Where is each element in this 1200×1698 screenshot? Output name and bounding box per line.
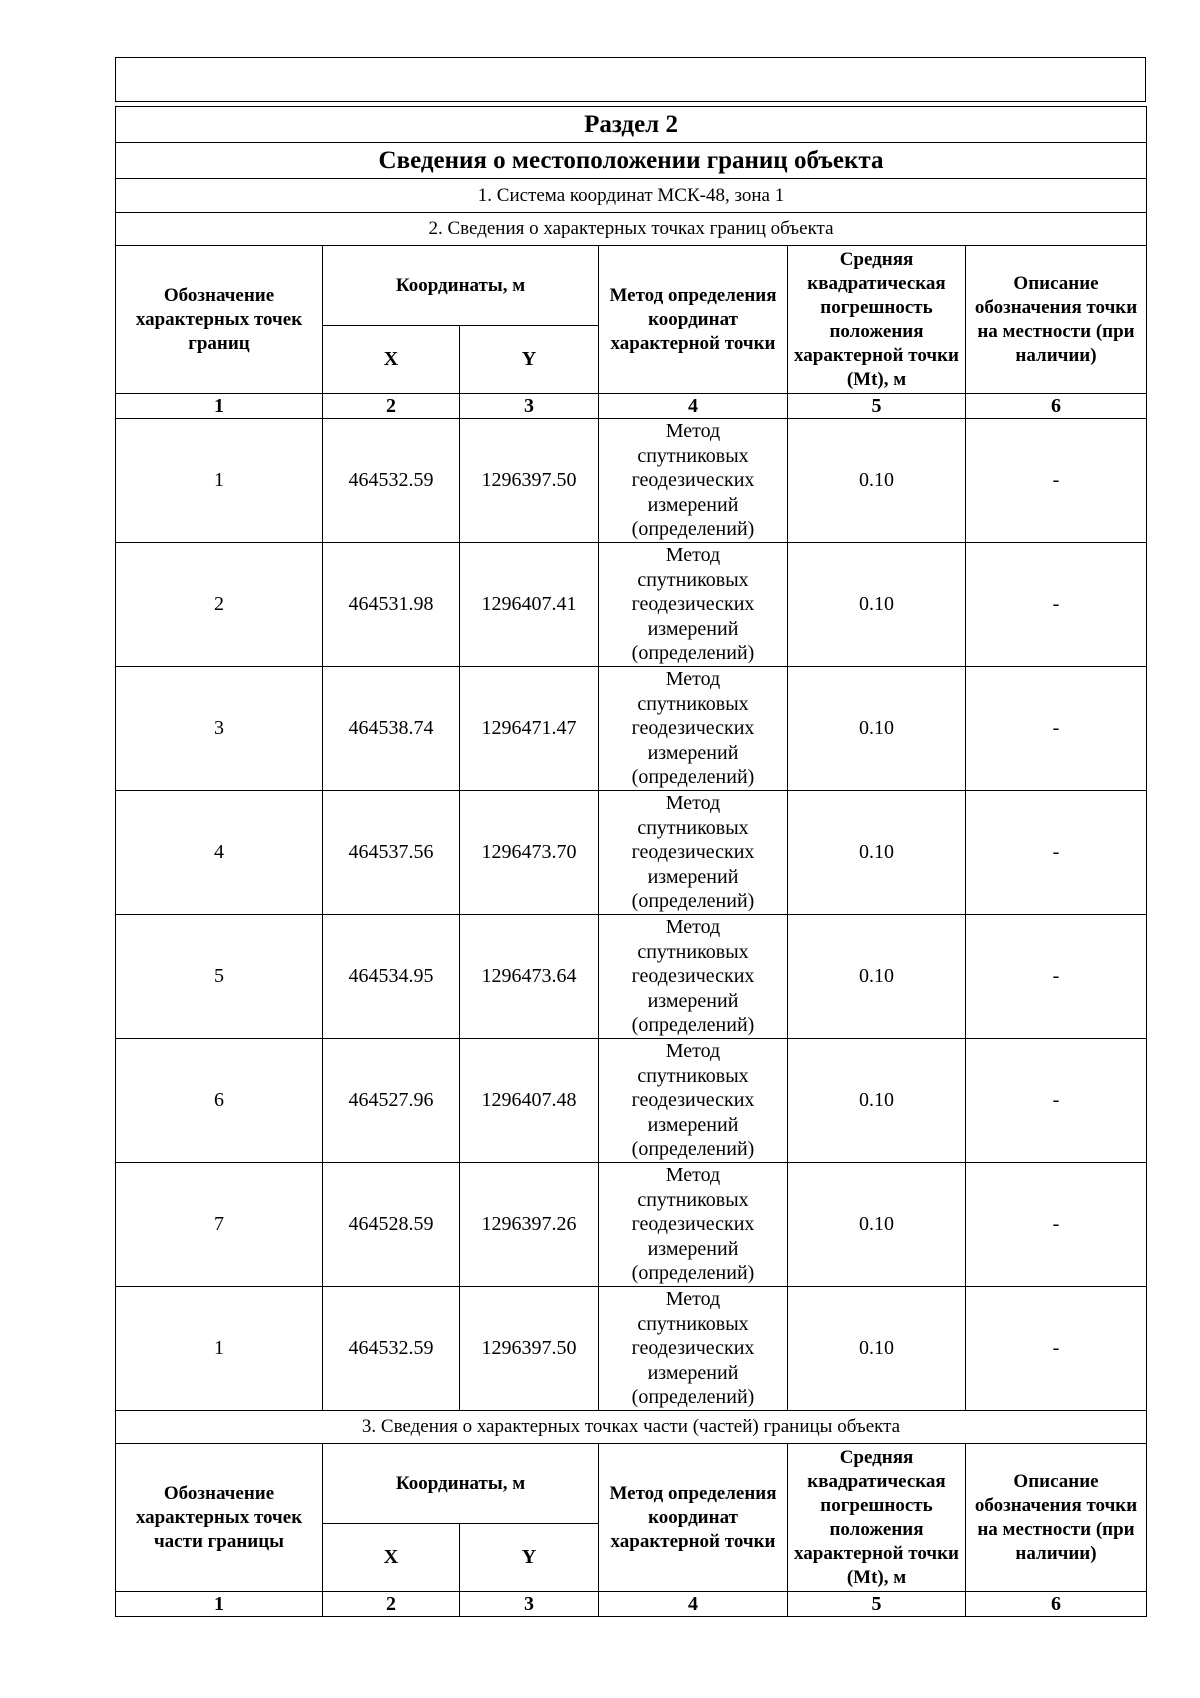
table-row [116, 667, 1147, 791]
header-description: Описание обозначения точки на местности (при наличии) [966, 1444, 1147, 1592]
header-description: Описание обозначения точки на местности (при наличии) [966, 246, 1147, 394]
point-id: 5 [116, 915, 323, 1039]
column-number: 5 [788, 394, 966, 419]
method-line: Метод [665, 668, 721, 691]
point-y: 1296473.64 [460, 915, 599, 1039]
point-x: 464532.59 [323, 1287, 460, 1411]
table-row [116, 915, 1147, 1039]
method-line: измерений [647, 493, 739, 516]
point-x: 464532.59 [323, 419, 460, 543]
point-error: 0.10 [788, 1163, 966, 1287]
point-y: 1296471.47 [460, 667, 599, 791]
header-method: Метод определения координат характерной точки [599, 246, 788, 394]
point-x: 464527.96 [323, 1039, 460, 1163]
header-box [115, 57, 1146, 102]
point-description: - [966, 791, 1147, 915]
point-y: 1296397.26 [460, 1163, 599, 1287]
method-line: Метод [665, 792, 721, 815]
method-line: измерений [647, 1237, 739, 1260]
table-row [116, 543, 1147, 667]
method-line: измерений [647, 741, 739, 764]
method-line: (определений) [631, 1386, 755, 1409]
column-number: 2 [323, 394, 460, 419]
header-error: Средняя квадратическая погрешность положения характерной точки (Mt), м [788, 246, 966, 394]
point-method [599, 419, 788, 543]
point-method [599, 1287, 788, 1411]
method-line: Метод [665, 420, 721, 443]
method-line: Метод [665, 1164, 721, 1187]
column-number: 6 [966, 1592, 1147, 1617]
point-id: 3 [116, 667, 323, 791]
table-row [116, 1039, 1147, 1163]
point-id: 1 [116, 419, 323, 543]
point-description: - [966, 915, 1147, 1039]
method-line: геодезических [631, 965, 755, 988]
point-y: 1296407.41 [460, 543, 599, 667]
header-y: Y [460, 1524, 599, 1592]
method-line: геодезических [631, 1337, 755, 1360]
column-number: 1 [116, 394, 323, 419]
point-x: 464538.74 [323, 667, 460, 791]
column-number: 2 [323, 1592, 460, 1617]
point-id: 7 [116, 1163, 323, 1287]
point-error: 0.10 [788, 915, 966, 1039]
point-y: 1296407.48 [460, 1039, 599, 1163]
method-line: (определений) [631, 1014, 755, 1037]
point-error: 0.10 [788, 1039, 966, 1163]
point-error: 0.10 [788, 543, 966, 667]
method-line: измерений [647, 617, 739, 640]
method-line: Метод [665, 544, 721, 567]
table-row [116, 1163, 1147, 1287]
point-id: 2 [116, 543, 323, 667]
point-y: 1296397.50 [460, 419, 599, 543]
column-number: 4 [599, 394, 788, 419]
column-number: 3 [460, 394, 599, 419]
point-method [599, 543, 788, 667]
method-line: (определений) [631, 1138, 755, 1161]
point-description: - [966, 419, 1147, 543]
point-x: 464537.56 [323, 791, 460, 915]
point-id: 6 [116, 1039, 323, 1163]
method-line: геодезических [631, 1213, 755, 1236]
method-line: Метод [665, 916, 721, 939]
header-coordinates: Координаты, м [323, 1444, 599, 1524]
point-method [599, 1163, 788, 1287]
point-id: 4 [116, 791, 323, 915]
method-line: измерений [647, 1113, 739, 1136]
point-id: 1 [116, 1287, 323, 1411]
method-line: измерений [647, 989, 739, 1012]
method-line: геодезических [631, 1089, 755, 1112]
header-x: X [323, 326, 460, 394]
column-number: 3 [460, 1592, 599, 1617]
boundary-table [115, 106, 1147, 1617]
header-error: Средняя квадратическая погрешность положения характерной точки (Mt), м [788, 1444, 966, 1592]
method-line: спутниковых [637, 568, 749, 591]
header-part-point-designation: Обозначение характерных точек части границы [116, 1444, 323, 1592]
point-y: 1296473.70 [460, 791, 599, 915]
method-line: Метод [665, 1288, 721, 1311]
table-row [116, 791, 1147, 915]
method-line: спутниковых [637, 692, 749, 715]
coordinate-system: 1. Система координат МСК-48, зона 1 [116, 179, 1147, 213]
method-line: спутниковых [637, 940, 749, 963]
method-line: спутниковых [637, 1064, 749, 1087]
parts-heading: 3. Сведения о характерных точках части (частей) границы объекта [116, 1411, 1147, 1444]
point-error: 0.10 [788, 1287, 966, 1411]
header-point-designation: Обозначение характерных точек границ [116, 246, 323, 394]
method-line: (определений) [631, 642, 755, 665]
point-error: 0.10 [788, 667, 966, 791]
method-line: спутниковых [637, 816, 749, 839]
point-description: - [966, 667, 1147, 791]
point-method [599, 667, 788, 791]
column-number: 6 [966, 394, 1147, 419]
method-line: спутниковых [637, 1188, 749, 1211]
method-line: (определений) [631, 766, 755, 789]
point-y: 1296397.50 [460, 1287, 599, 1411]
header-y: Y [460, 326, 599, 394]
header-x: X [323, 1524, 460, 1592]
column-number: 5 [788, 1592, 966, 1617]
column-number: 1 [116, 1592, 323, 1617]
point-method [599, 1039, 788, 1163]
header-method: Метод определения координат характерной точки [599, 1444, 788, 1592]
section-title: Раздел 2 [116, 107, 1147, 143]
point-method [599, 915, 788, 1039]
point-description: - [966, 543, 1147, 667]
method-line: геодезических [631, 593, 755, 616]
method-line: геодезических [631, 841, 755, 864]
header-coordinates: Координаты, м [323, 246, 599, 326]
method-line: измерений [647, 1361, 739, 1384]
method-line: (определений) [631, 890, 755, 913]
point-description: - [966, 1163, 1147, 1287]
method-line: (определений) [631, 518, 755, 541]
method-line: Метод [665, 1040, 721, 1063]
table-row [116, 1287, 1147, 1411]
point-method [599, 791, 788, 915]
points-heading: 2. Сведения о характерных точках границ объекта [116, 213, 1147, 246]
point-error: 0.10 [788, 791, 966, 915]
point-x: 464528.59 [323, 1163, 460, 1287]
point-description: - [966, 1287, 1147, 1411]
point-error: 0.10 [788, 419, 966, 543]
point-x: 464534.95 [323, 915, 460, 1039]
column-number: 4 [599, 1592, 788, 1617]
method-line: геодезических [631, 469, 755, 492]
method-line: геодезических [631, 717, 755, 740]
point-description: - [966, 1039, 1147, 1163]
method-line: спутниковых [637, 444, 749, 467]
method-line: (определений) [631, 1262, 755, 1285]
method-line: спутниковых [637, 1312, 749, 1335]
point-x: 464531.98 [323, 543, 460, 667]
section-subtitle: Сведения о местоположении границ объекта [116, 143, 1147, 179]
method-line: измерений [647, 865, 739, 888]
table-row [116, 419, 1147, 543]
